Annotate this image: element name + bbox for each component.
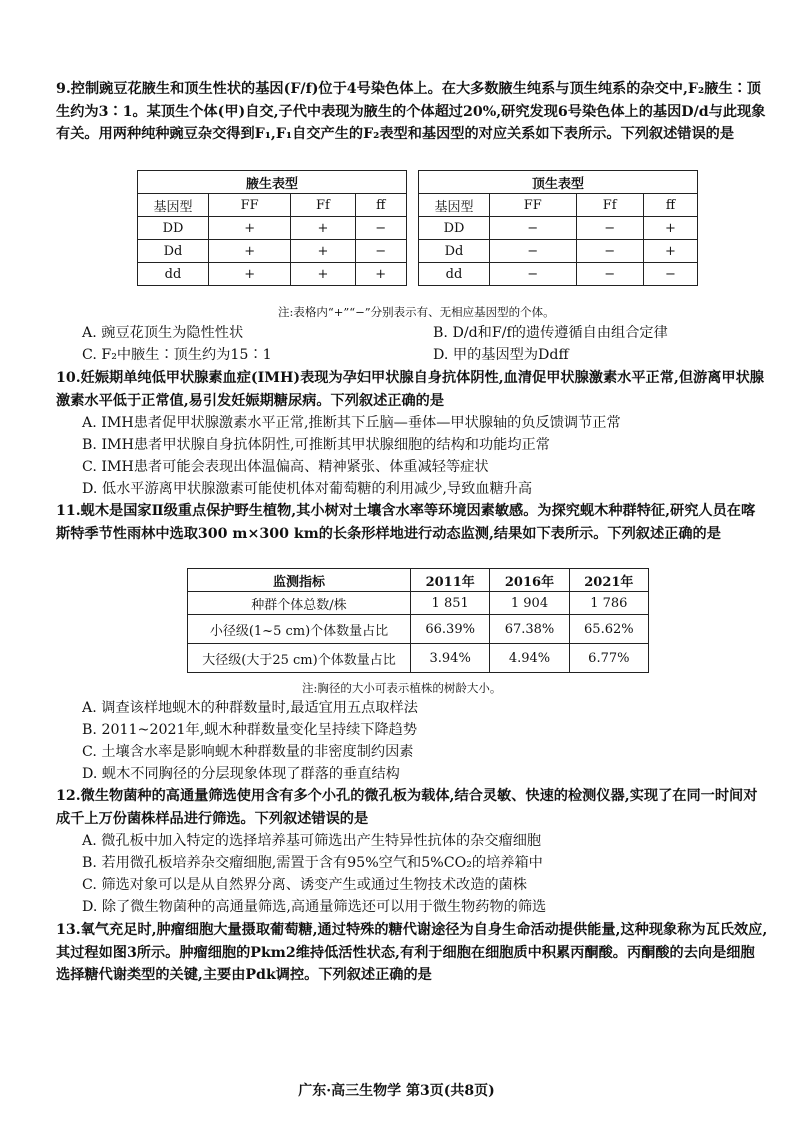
table-header-row (188, 569, 649, 592)
table-header: Ff (576, 194, 643, 217)
option-10a[interactable]: A. IMH患者促甲状腺激素水平正常,推断其下丘脑—垂体—甲状腺轴的负反馈调节正常 (82, 415, 621, 431)
monitoring-table (187, 568, 649, 673)
table-title-dingsheng: 顶生表型 (419, 171, 698, 194)
table-cell: 66.39% (411, 615, 490, 644)
table-cell: + (209, 263, 291, 286)
table-cell: + (291, 217, 355, 240)
option-12b[interactable]: B. 若用微孔板培养杂交瘤细胞,需置于含有95%空气和5%CO₂的培养箱中 (82, 855, 543, 871)
table-header: FF (209, 194, 291, 217)
genotype-table-dingsheng (418, 170, 698, 286)
table-cell: 4.94% (490, 644, 569, 673)
table-cell: + (209, 217, 291, 240)
table-row (138, 263, 407, 286)
table-row (419, 263, 698, 286)
table-header: 2011年 (411, 569, 490, 592)
table-header: FF (490, 194, 577, 217)
table-cell: − (490, 240, 577, 263)
table-cell: − (355, 217, 406, 240)
table-cell: 67.38% (490, 615, 569, 644)
option-9c[interactable]: C. F₂中腋生∶顶生约为15∶1 (82, 347, 272, 363)
table-cell: + (643, 217, 697, 240)
question-13-stem: 13.氧气充足时,肿瘤细胞大量摄取葡萄糖,通过特殊的糖代谢途径为自身生命活动提供能量,这种现象称为瓦氏效应,其过程如图3所示。肿瘤细胞的Pkm2维持低活性状态,有利于细胞在细胞质中积累丙酮酸。丙酮酸的去向是细胞选择糖代谢类型的关键,主要由Pdk调控。下列叙述正确的是 (56, 922, 768, 983)
table-cell: Dd (138, 240, 209, 263)
genotype-table-yesheng (137, 170, 407, 286)
option-9b[interactable]: B. D/d和F/f的遗传遵循自由组合定律 (433, 325, 668, 341)
option-11a[interactable]: A. 调查该样地蚬木的种群数量时,最适宜用五点取样法 (82, 700, 418, 716)
table-cell: 小径级(1~5 cm)个体数量占比 (188, 615, 411, 644)
table-cell: 65.62% (569, 615, 648, 644)
table-row (419, 240, 698, 263)
table-cell: − (576, 263, 643, 286)
table-note-11: 注:胸径的大小可表示植株的树龄大小。 (302, 681, 502, 695)
table-cell: DD (138, 217, 209, 240)
option-9a[interactable]: A. 豌豆花顶生为隐性性状 (82, 325, 244, 341)
table-row (188, 644, 649, 673)
table-cell: + (643, 240, 697, 263)
table-cell: − (355, 240, 406, 263)
option-11d[interactable]: D. 蚬木不同胸径的分层现象体现了群落的垂直结构 (82, 766, 400, 782)
table-header: 监测指标 (188, 569, 411, 592)
table-cell: − (576, 217, 643, 240)
question-9-stem: 9.控制豌豆花腋生和顶生性状的基因(F/f)位于4号染色体上。在大多数腋生纯系与顶生纯系的杂交中,F₂腋生∶顶生约为3∶1。某顶生个体(甲)自交,子代中表现为腋生的个体超过20%,研究发现6号染色体上的基因D/d与此现象有关。用两种纯种豌豆杂交得到F₁,F₁自交产生的F₂表型和基因型的对应关系如下表所示。下列叙述错误的是 (56, 81, 766, 142)
table-cell: − (490, 217, 577, 240)
option-12c[interactable]: C. 筛选对象可以是从自然界分离、诱变产生或通过生物技术改造的菌株 (82, 877, 527, 893)
table-cell: + (291, 263, 355, 286)
table-cell: + (355, 263, 406, 286)
question-11-stem: 11.蚬木是国家Ⅱ级重点保护野生植物,其小树对土壤含水率等环境因素敏感。为探究蚬木种群特征,研究人员在喀斯特季节性雨林中选取300 m×300 km的长条形样地进行动态监测,结果如下表所示。下列叙述正确的是 (56, 503, 756, 542)
table-row (138, 240, 407, 263)
table-cell: dd (419, 263, 490, 286)
option-12d[interactable]: D. 除了微生物菌种的高通量筛选,高通量筛选还可以用于微生物药物的筛选 (82, 899, 547, 915)
table-cell: − (643, 263, 697, 286)
table-row (188, 592, 649, 615)
question-12-stem: 12.微生物菌种的高通量筛选使用含有多个小孔的微孔板为载体,结合灵敏、快速的检测仪器,实现了在同一时间对成千上万份菌株样品进行筛选。下列叙述错误的是 (56, 788, 758, 827)
table-cell: 1 851 (411, 592, 490, 615)
question-10-stem: 10.妊娠期单纯低甲状腺素血症(IMH)表现为孕妇甲状腺自身抗体阴性,血清促甲状腺激素水平正常,但游离甲状腺激素水平低于正常值,易引发妊娠期糖尿病。下列叙述正确的是 (56, 370, 764, 409)
table-title-yesheng: 腋生表型 (138, 171, 407, 194)
table-cell: 1 786 (569, 592, 648, 615)
table-cell: 3.94% (411, 644, 490, 673)
table-cell: − (490, 263, 577, 286)
table-note-9: 注:表格内“+”“−”分别表示有、无相应基因型的个体。 (278, 305, 555, 319)
table-cell: 种群个体总数/株 (188, 592, 411, 615)
table-header: 基因型 (419, 194, 490, 217)
table-cell: + (291, 240, 355, 263)
table-row (419, 217, 698, 240)
option-11b[interactable]: B. 2011~2021年,蚬木种群数量变化呈持续下降趋势 (82, 722, 418, 738)
option-12a[interactable]: A. 微孔板中加入特定的选择培养基可筛选出产生特异性抗体的杂交瘤细胞 (82, 833, 542, 849)
table-cell: 大径级(大于25 cm)个体数量占比 (188, 644, 411, 673)
table-cell: dd (138, 263, 209, 286)
table-cell: 6.77% (569, 644, 648, 673)
table-row (188, 615, 649, 644)
table-row (138, 217, 407, 240)
table-cell: 1 904 (490, 592, 569, 615)
table-header: ff (355, 194, 406, 217)
page-footer: 广东·高三生物学 第3页(共8页) (298, 1083, 495, 1099)
table-header: 基因型 (138, 194, 209, 217)
table-header: 2021年 (569, 569, 648, 592)
table-cell: − (576, 240, 643, 263)
option-10b[interactable]: B. IMH患者甲状腺自身抗体阴性,可推断其甲状腺细胞的结构和功能均正常 (82, 437, 550, 453)
table-cell: Dd (419, 240, 490, 263)
option-9d[interactable]: D. 甲的基因型为Ddff (433, 347, 569, 363)
table-header: Ff (291, 194, 355, 217)
table-cell: + (209, 240, 291, 263)
table-header: 2016年 (490, 569, 569, 592)
option-10d[interactable]: D. 低水平游离甲状腺激素可能使机体对葡萄糖的利用减少,导致血糖升高 (82, 481, 533, 497)
option-11c[interactable]: C. 土壤含水率是影响蚬木种群数量的非密度制约因素 (82, 744, 414, 760)
option-10c[interactable]: C. IMH患者可能会表现出体温偏高、精神紧张、体重减轻等症状 (82, 459, 489, 475)
table-header: ff (643, 194, 697, 217)
table-cell: DD (419, 217, 490, 240)
